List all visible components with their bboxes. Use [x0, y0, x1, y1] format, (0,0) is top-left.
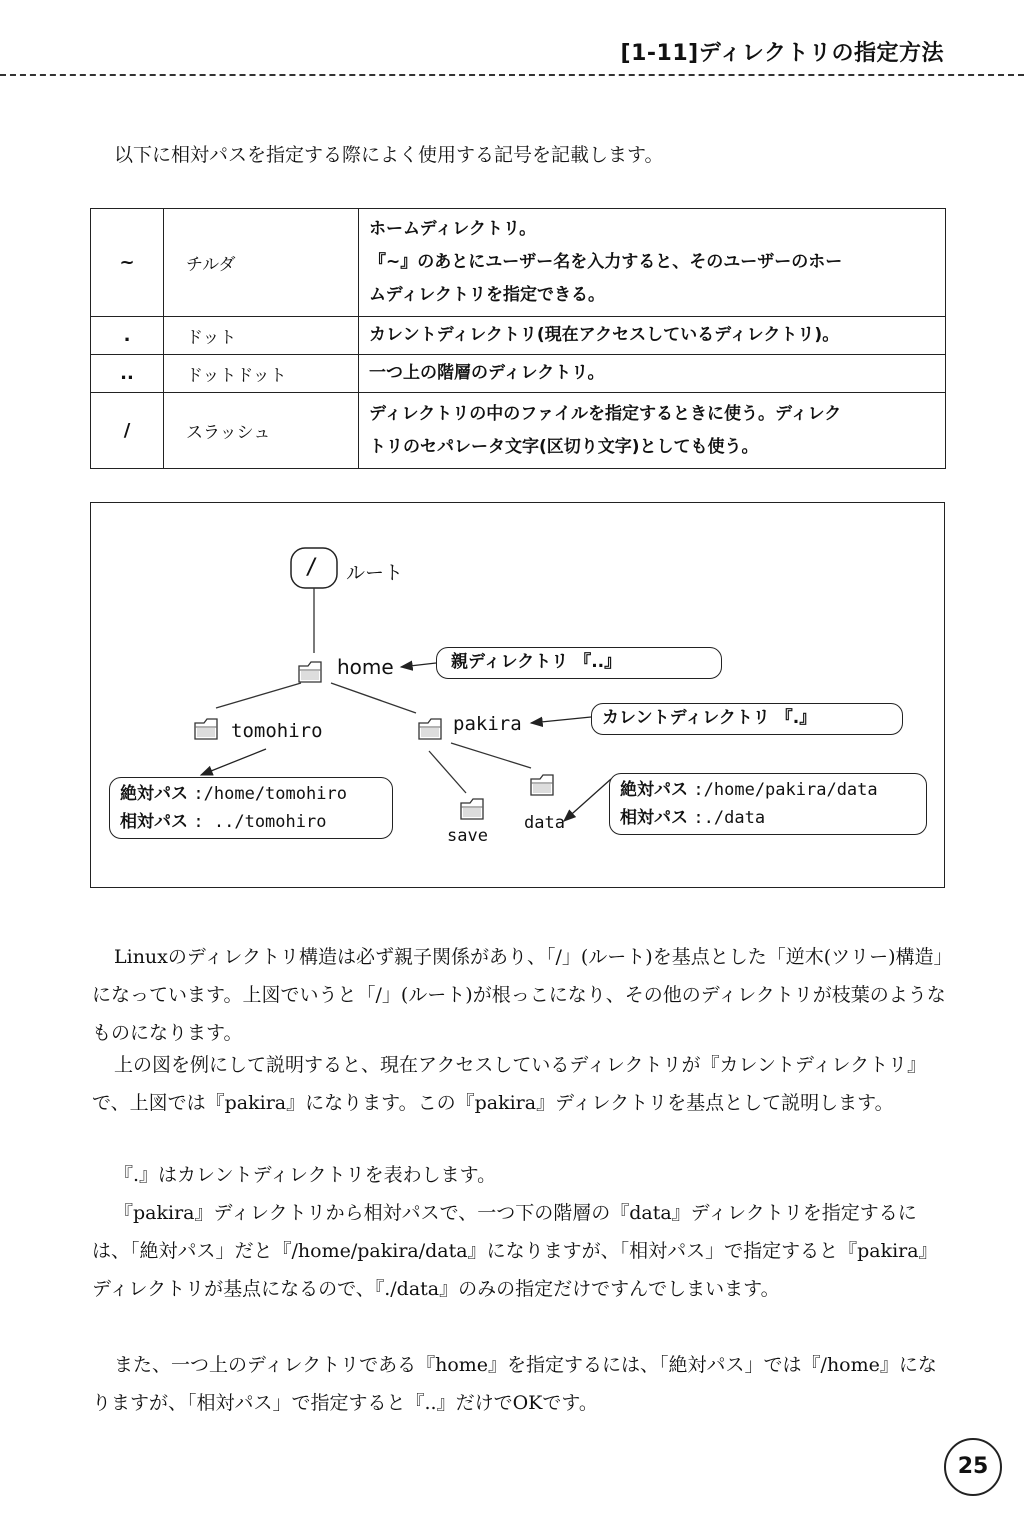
callout-text: カレントディレクトリ 『.』 [602, 708, 817, 728]
path-value: :/home/tomohiro [193, 784, 347, 804]
folder-icon [195, 719, 217, 739]
folder-icon [531, 775, 553, 795]
name-cell: ドットドット [164, 355, 359, 393]
path-label: 相対パス [620, 808, 688, 828]
root-label: ルート [346, 562, 404, 584]
symbol-cell: . [91, 317, 164, 355]
path-value: :./data [693, 808, 766, 828]
save-label: save [447, 826, 488, 846]
symbol-cell: / [91, 393, 164, 469]
desc-cell [359, 317, 946, 355]
table-row [91, 355, 946, 393]
home-label: home [337, 655, 394, 679]
paragraph: 『.』はカレントディレクトリを表わします。 [114, 1164, 497, 1186]
symbol-cell: .. [91, 355, 164, 393]
desc-cell [359, 393, 946, 469]
name-cell: スラッシュ [164, 393, 359, 469]
folder-icon [299, 662, 321, 682]
page-number: 25 [944, 1438, 1002, 1496]
tomohiro-path-callout [109, 777, 393, 839]
tomohiro-label: tomohiro [231, 720, 323, 742]
desc-line: ディレクトリの中のファイルを指定するときに使う。ディレク [369, 403, 842, 424]
folder-icon [419, 719, 441, 739]
paragraph: 上の図を例にして説明すると、現在アクセスしているディレクトリが『カレントディレクトリ』で、上図では『pakira』になります。この『pakira』ディレクトリを基点として説明します。 [92, 1054, 927, 1114]
parent-dir-callout [436, 647, 722, 679]
table-row [91, 393, 946, 469]
symbol-cell: ~ [91, 209, 164, 317]
section-title: [1-11]ディレクトリの指定方法 [620, 41, 944, 66]
desc-line: カレントディレクトリ(現在アクセスしているディレクトリ)。 [369, 325, 840, 345]
page-header [0, 0, 1024, 90]
desc-cell [359, 209, 946, 317]
callout-text: 親ディレクトリ 『..』 [451, 652, 622, 672]
path-label: 絶対パス [120, 784, 188, 804]
path-value: : ../tomohiro [193, 812, 327, 832]
desc-line: 『~』のあとにユーザー名を入力すると、そのユーザーのホー [369, 252, 843, 272]
data-path-callout [609, 773, 927, 835]
path-label: 相対パス [120, 812, 188, 832]
paragraph: また、一つ上のディレクトリである『home』を指定するには、「絶対パス」では『/home』になりますが、「相対パス」で指定すると『..』だけでOKです。 [92, 1354, 937, 1414]
intro-text: 以下に相対パスを指定する際によく使用する記号を記載します。 [114, 144, 664, 166]
header-divider [0, 74, 1024, 76]
table-row [91, 209, 946, 317]
desc-cell [359, 355, 946, 393]
folder-icon [461, 799, 483, 819]
data-label: data [524, 813, 565, 833]
symbols-table [90, 208, 946, 469]
path-label: 絶対パス [620, 780, 688, 800]
path-value: :/home/pakira/data [693, 780, 878, 800]
name-cell: チルダ [164, 209, 359, 317]
current-dir-callout [591, 703, 903, 735]
root-symbol: / [305, 555, 319, 580]
desc-line: トリのセパレータ文字(区切り文字)としても使う。 [369, 436, 759, 457]
desc-line: ムディレクトリを指定できる。 [369, 285, 605, 305]
desc-line: ホームディレクトリ。 [369, 219, 537, 239]
table-row [91, 317, 946, 355]
paragraph: 『pakira』ディレクトリから相対パスで、一つ下の階層の『data』ディレクトリを指定するには、「絶対パス」だと『/home/pakira/data』になりますが、「相対パス」で指定すると『pakira』ディレクトリが基点になるので、『./data』のみの指定だけですんでしまいます。 [92, 1202, 938, 1300]
desc-line: 一つ上の階層のディレクトリ。 [369, 363, 605, 383]
pakira-label: pakira [453, 713, 522, 735]
directory-tree-diagram [90, 502, 945, 888]
name-cell: ドット [164, 317, 359, 355]
paragraph: Linuxのディレクトリ構造は必ず親子関係があり、「/」(ルート)を基点とした「逆木(ツリー)構造」になっています。上図でいうと「/」(ルート)が根っこになり、その他のディレクトリが枝葉のようなものになります。 [92, 946, 946, 1044]
